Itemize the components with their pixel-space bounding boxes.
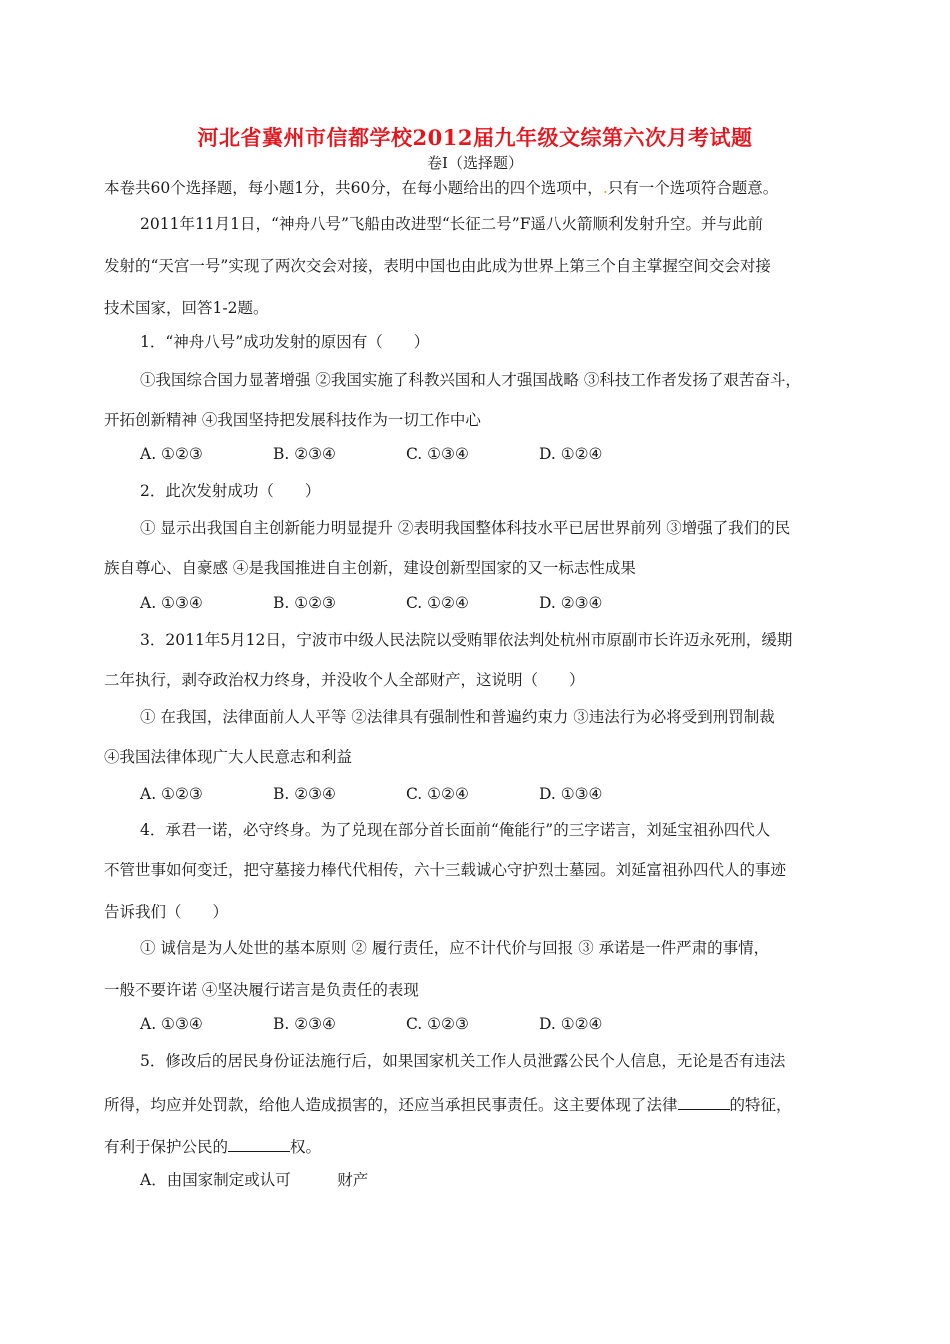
- instructions-mark: .: [602, 179, 608, 197]
- material-line: 发射的“天宫一号”实现了两次交会对接，表明中国也由此成为世界上第三个自主掌握空间交会对接: [104, 257, 771, 275]
- option-c: C. ①②④: [406, 594, 469, 612]
- question-5-text: 所得，均应并处罚款，给他人造成损害的，还应当承担民事责任。这主要体现了法律: [104, 1096, 678, 1114]
- question-3-stem: 3．2011年5月12日，宁波市中级人民法院以受贿罪依法判处杭州市原副市长许迈永死刑，缓期: [140, 631, 793, 649]
- exam-title: 河北省冀州市信都学校2012届九年级文综第六次月考试题: [197, 125, 753, 150]
- option-b: B. ①②③: [273, 594, 336, 612]
- answer-blank: [228, 1135, 290, 1152]
- question-5-stem: [104, 1135, 864, 1157]
- material-line: 2011年11月1日，“神舟八号”飞船由改进型“长征二号”F遥八火箭顺利发射升空。并与此前: [140, 215, 763, 233]
- option-a: A. ①③④: [140, 594, 203, 612]
- question-5-stem: [104, 1093, 864, 1115]
- option-c: C. ①②④: [406, 785, 469, 803]
- question-4-options: [140, 1015, 672, 1033]
- question-5-text: 权。: [290, 1138, 322, 1156]
- question-1-stem: 1．“神舟八号”成功发射的原因有（ ）: [140, 333, 430, 351]
- option-b: B. ②③④: [273, 785, 336, 803]
- question-3-statement: ① 在我国，法律面前人人平等 ②法律具有强制性和普遍约束力 ③违法行为必将受到刑罚制裁: [140, 708, 775, 726]
- option-a: A. ①③④: [140, 1015, 203, 1033]
- material-line: 技术国家，回答1-2题。: [104, 299, 269, 317]
- section-subtitle: 卷Ⅰ（选择题）: [427, 154, 523, 172]
- question-4-statement: ① 诚信是为人处世的基本原则 ② 履行责任，应不计代价与回报 ③ 承诺是一件严肃的事情，: [140, 939, 770, 957]
- question-4-stem: 不管世事如何变迁，把守墓接力棒代代相传，六十三载诚心守护烈士墓园。刘延富祖孙四代人的事迹: [104, 861, 787, 879]
- question-4-stem: 4．承君一诺，必守终身。为了兑现在部分首长面前“俺能行”的三字诺言，刘延宝祖孙四代人: [140, 821, 771, 839]
- question-3-options: [140, 785, 672, 803]
- question-5-text: 有利于保护公民的: [104, 1138, 229, 1156]
- option-d: D. ①②④: [539, 445, 603, 463]
- option-d: D. ②③④: [539, 594, 603, 612]
- option-d: D. ①③④: [539, 785, 603, 803]
- question-2-stem: 2．此次发射成功（ ）: [140, 482, 321, 500]
- instructions-text-end: 只有一个选项符合题意。: [607, 179, 779, 197]
- instructions-text: 本卷共60个选择题，每小题1分，共60分，在每小题给出的四个选项中，: [104, 179, 603, 197]
- option-b: B. ②③④: [273, 445, 336, 463]
- question-1-statement: ①我国综合国力显著增强 ②我国实施了科教兴国和人才强国战略 ③科技工作者发扬了艰苦奋斗，: [140, 371, 801, 389]
- question-2-statement: ① 显示出我国自主创新能力明显提升 ②表明我国整体科技水平已居世界前列 ③增强了我们的民: [140, 519, 791, 537]
- question-5-option-a: A．由国家制定或认可 财产: [140, 1171, 369, 1189]
- question-4-statement: 一般不要许诺 ④坚决履行诺言是负责任的表现: [104, 981, 419, 999]
- option-a: A. ①②③: [140, 785, 203, 803]
- instructions: [104, 178, 864, 198]
- question-4-stem: 告诉我们（ ）: [104, 903, 229, 921]
- option-c: C. ①③④: [406, 445, 469, 463]
- question-3-statement: ④我国法律体现广大人民意志和利益: [104, 748, 353, 766]
- question-1-statement: 开拓创新精神 ④我国坚持把发展科技作为一切工作中心: [104, 411, 481, 429]
- option-a: A. ①②③: [140, 445, 203, 463]
- answer-blank: [678, 1093, 730, 1110]
- question-2-statement: 族自尊心、自豪感 ④是我国推进自主创新，建设创新型国家的又一标志性成果: [104, 559, 636, 577]
- question-2-options: [140, 594, 672, 612]
- question-3-stem: 二年执行，剥夺政治权力终身，并没收个人全部财产，这说明（ ）: [104, 671, 585, 689]
- option-c: C. ①②③: [406, 1015, 469, 1033]
- question-1-options: [140, 445, 672, 463]
- option-d: D. ①②④: [539, 1015, 603, 1033]
- question-5-stem: 5．修改后的居民身份证法施行后，如果国家机关工作人员泄露公民个人信息，无论是否有违法: [140, 1052, 786, 1070]
- option-b: B. ②③④: [273, 1015, 336, 1033]
- question-5-text: 的特征，: [729, 1096, 792, 1114]
